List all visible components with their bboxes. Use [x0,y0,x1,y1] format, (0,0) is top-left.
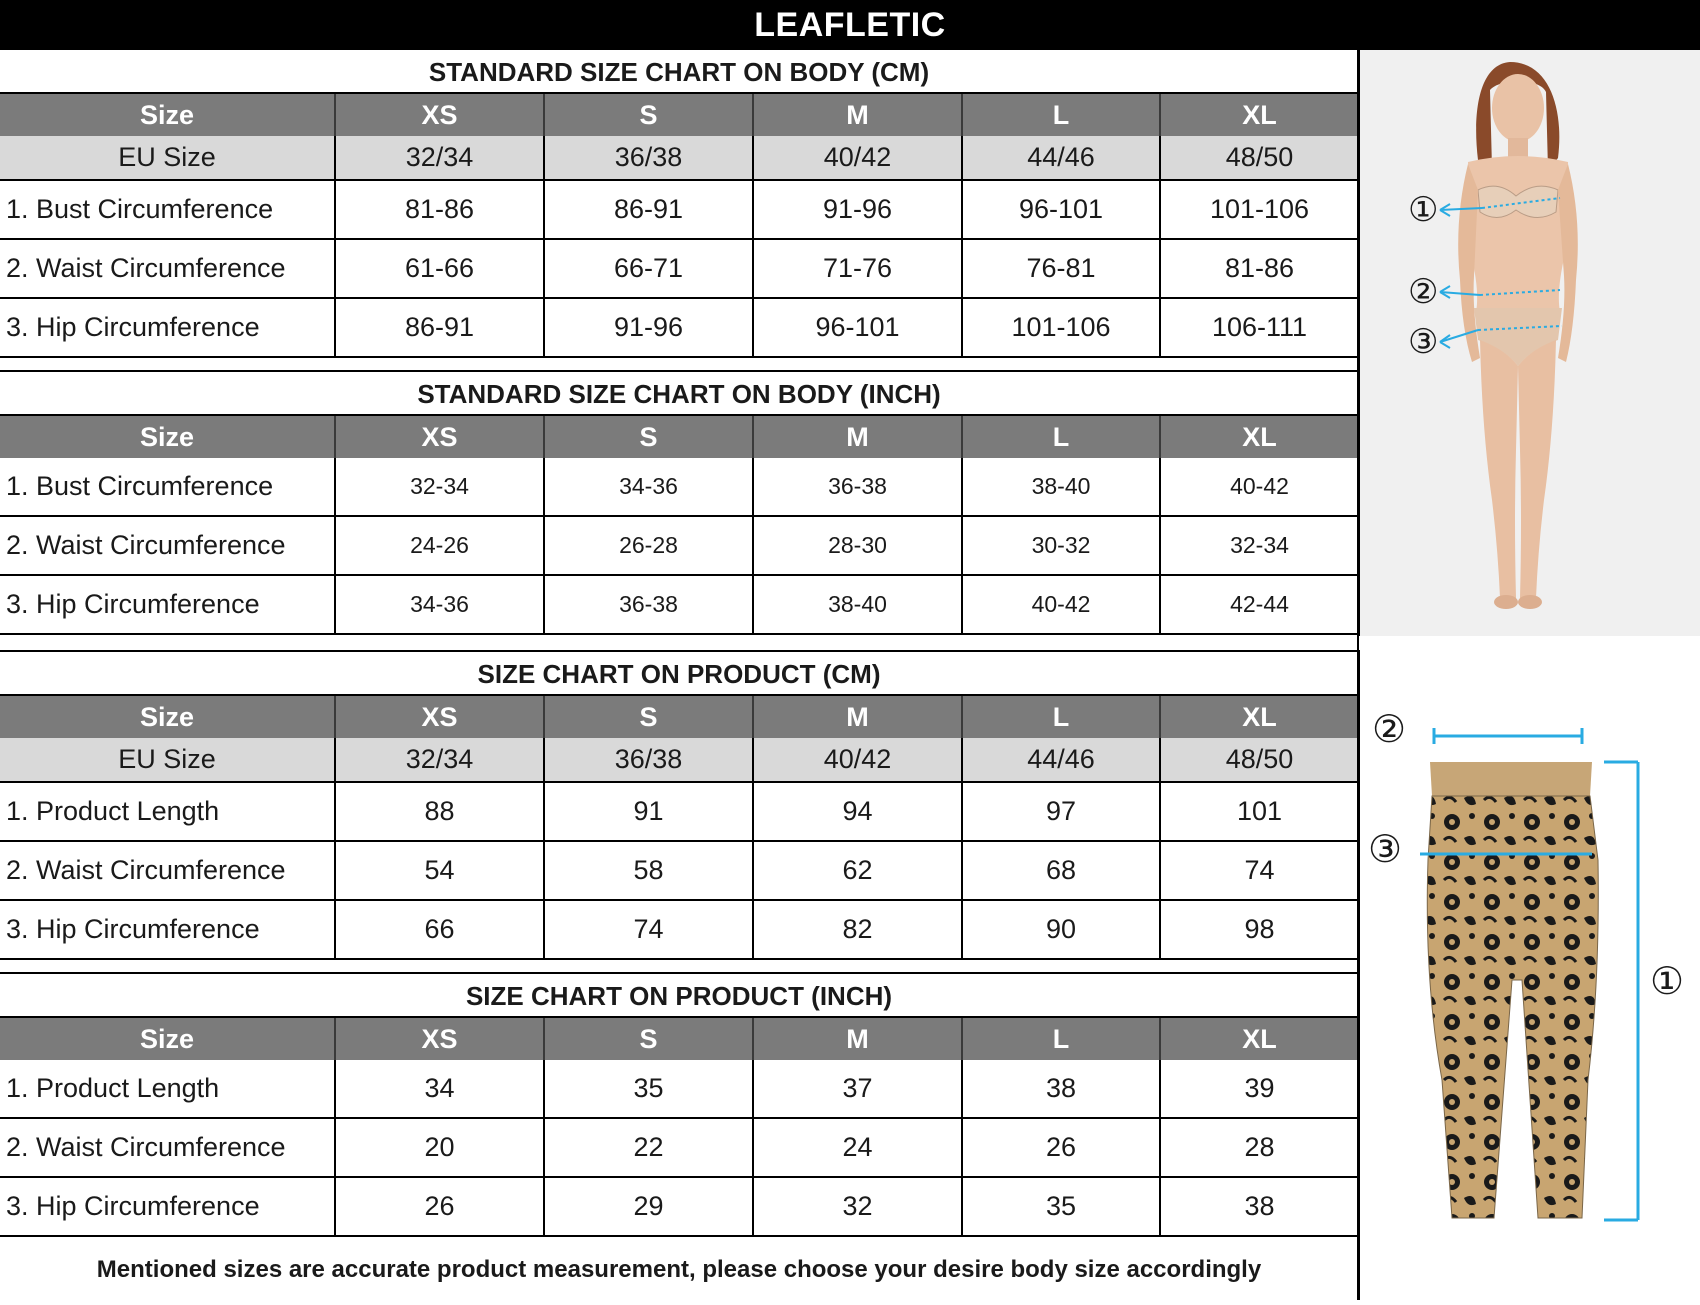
eu-size-row [0,136,1358,180]
cell-value: 29 [544,1177,753,1236]
header-cell: Size [0,94,335,136]
header-cell: XL [1160,1018,1358,1060]
row-label: 3. Hip Circumference [0,575,335,634]
cell-value: 38-40 [753,575,962,634]
cell-value: 101 [1160,782,1358,841]
legging-illustration [1360,650,1700,1300]
cell-value: 32-34 [1160,516,1358,575]
row-label: 1. Product Length [0,1060,335,1118]
cell-value: 40-42 [962,575,1160,634]
cell-value: 66 [335,900,544,959]
marker-1-icon: ① [1650,961,1685,1003]
row-label: 1. Bust Circumference [0,458,335,516]
table-row [0,782,1358,841]
table-row [0,841,1358,900]
cell-value: 24 [753,1118,962,1177]
cell-value: 32 [753,1177,962,1236]
cell-value: 62 [753,841,962,900]
product-inch-chart [0,972,1358,1237]
cell-value: 37 [753,1060,962,1118]
chart-title: SIZE CHART ON PRODUCT (CM) [0,652,1358,696]
cell-value: 42-44 [1160,575,1358,634]
cell-value: 39 [1160,1060,1358,1118]
table-row [0,516,1358,575]
marker-2-icon: ② [1372,709,1407,751]
header-cell: M [753,696,962,738]
chart-title: STANDARD SIZE CHART ON BODY (INCH) [0,372,1358,416]
cell-value: 35 [962,1177,1160,1236]
eu-cell: 48/50 [1160,136,1358,180]
row-label: 2. Waist Circumference [0,841,335,900]
table-row [0,298,1358,357]
row-label: 1. Bust Circumference [0,180,335,239]
brand-title: LEAFLETIC [0,0,1700,50]
cell-value: 22 [544,1118,753,1177]
header-cell: L [962,94,1160,136]
header-cell: Size [0,416,335,458]
cell-value: 36-38 [753,458,962,516]
cell-value: 34-36 [335,575,544,634]
cell-value: 61-66 [335,239,544,298]
cell-value: 82 [753,900,962,959]
marker-1-icon: ① [1408,191,1439,229]
cell-value: 35 [544,1060,753,1118]
header-cell: S [544,94,753,136]
row-label: 3. Hip Circumference [0,1177,335,1236]
cell-value: 34 [335,1060,544,1118]
table-row [0,239,1358,298]
header-cell: XS [335,416,544,458]
header-cell: L [962,696,1160,738]
cell-value: 86-91 [335,298,544,357]
cell-value: 66-71 [544,239,753,298]
header-cell: XS [335,1018,544,1060]
cell-value: 34-36 [544,458,753,516]
eu-cell: 32/34 [335,738,544,782]
marker-3-icon: ③ [1408,323,1439,361]
row-label: 2. Waist Circumference [0,516,335,575]
header-cell: Size [0,696,335,738]
cell-value: 20 [335,1118,544,1177]
header-cell: XL [1160,416,1358,458]
cell-value: 101-106 [1160,180,1358,239]
chart-title: STANDARD SIZE CHART ON BODY (CM) [0,50,1358,94]
header-cell: XL [1160,696,1358,738]
cell-value: 58 [544,841,753,900]
cell-value: 28-30 [753,516,962,575]
cell-value: 90 [962,900,1160,959]
table-row [0,1060,1358,1118]
cell-value: 106-111 [1160,298,1358,357]
marker-3-icon: ③ [1368,829,1403,871]
cell-value: 91-96 [544,298,753,357]
cell-value: 94 [753,782,962,841]
cell-value: 74 [1160,841,1358,900]
cell-value: 26-28 [544,516,753,575]
table-row [0,458,1358,516]
marker-2-icon: ② [1408,273,1439,311]
header-row [0,416,1358,458]
cell-value: 88 [335,782,544,841]
eu-size-row [0,738,1358,782]
header-cell: XS [335,696,544,738]
cell-value: 26 [335,1177,544,1236]
body-cm-chart [0,50,1358,358]
table-row [0,575,1358,634]
header-row [0,696,1358,738]
size-table [0,696,1358,960]
body-inch-chart [0,370,1358,635]
cell-value: 71-76 [753,239,962,298]
eu-cell: EU Size [0,738,335,782]
cell-value: 26 [962,1118,1160,1177]
header-cell: S [544,696,753,738]
cell-value: 36-38 [544,575,753,634]
cell-value: 91-96 [753,180,962,239]
cell-value: 91 [544,782,753,841]
cell-value: 68 [962,841,1160,900]
cell-value: 38 [962,1060,1160,1118]
header-cell: XS [335,94,544,136]
row-label: 3. Hip Circumference [0,900,335,959]
header-cell: M [753,1018,962,1060]
table-row [0,1177,1358,1236]
header-cell: L [962,416,1160,458]
eu-cell: 32/34 [335,136,544,180]
product-illustration-panel [1358,650,1700,1300]
header-row [0,94,1358,136]
eu-cell: 44/46 [962,738,1160,782]
cell-value: 86-91 [544,180,753,239]
cell-value: 40-42 [1160,458,1358,516]
cell-value: 96-101 [753,298,962,357]
eu-cell: 36/38 [544,136,753,180]
cell-value: 74 [544,900,753,959]
cell-value: 101-106 [962,298,1160,357]
row-label: 2. Waist Circumference [0,1118,335,1177]
header-row [0,1018,1358,1060]
row-label: 1. Product Length [0,782,335,841]
size-table [0,416,1358,635]
cell-value: 30-32 [962,516,1160,575]
cell-value: 81-86 [1160,239,1358,298]
eu-cell: EU Size [0,136,335,180]
header-cell: S [544,416,753,458]
size-table [0,94,1358,358]
cell-value: 81-86 [335,180,544,239]
row-label: 2. Waist Circumference [0,239,335,298]
size-table [0,1018,1358,1237]
cell-value: 38-40 [962,458,1160,516]
cell-value: 38 [1160,1177,1358,1236]
eu-cell: 36/38 [544,738,753,782]
product-cm-chart [0,650,1358,960]
cell-value: 24-26 [335,516,544,575]
table-row [0,900,1358,959]
header-cell: Size [0,1018,335,1060]
cell-value: 96-101 [962,180,1160,239]
header-cell: S [544,1018,753,1060]
table-row [0,180,1358,239]
eu-cell: 40/42 [753,136,962,180]
table-row [0,1118,1358,1177]
eu-cell: 48/50 [1160,738,1358,782]
eu-cell: 44/46 [962,136,1160,180]
header-cell: M [753,94,962,136]
body-illustration-panel [1358,50,1700,636]
cell-value: 97 [962,782,1160,841]
cell-value: 32-34 [335,458,544,516]
cell-value: 98 [1160,900,1358,959]
header-cell: M [753,416,962,458]
cell-value: 28 [1160,1118,1358,1177]
header-cell: L [962,1018,1160,1060]
chart-title: SIZE CHART ON PRODUCT (INCH) [0,974,1358,1018]
footer-note: Mentioned sizes are accurate product measurement, please choose your desire body size accordingly [96,1256,1262,1283]
eu-cell: 40/42 [753,738,962,782]
row-label: 3. Hip Circumference [0,298,335,357]
cell-value: 76-81 [962,239,1160,298]
cell-value: 54 [335,841,544,900]
header-cell: XL [1160,94,1358,136]
